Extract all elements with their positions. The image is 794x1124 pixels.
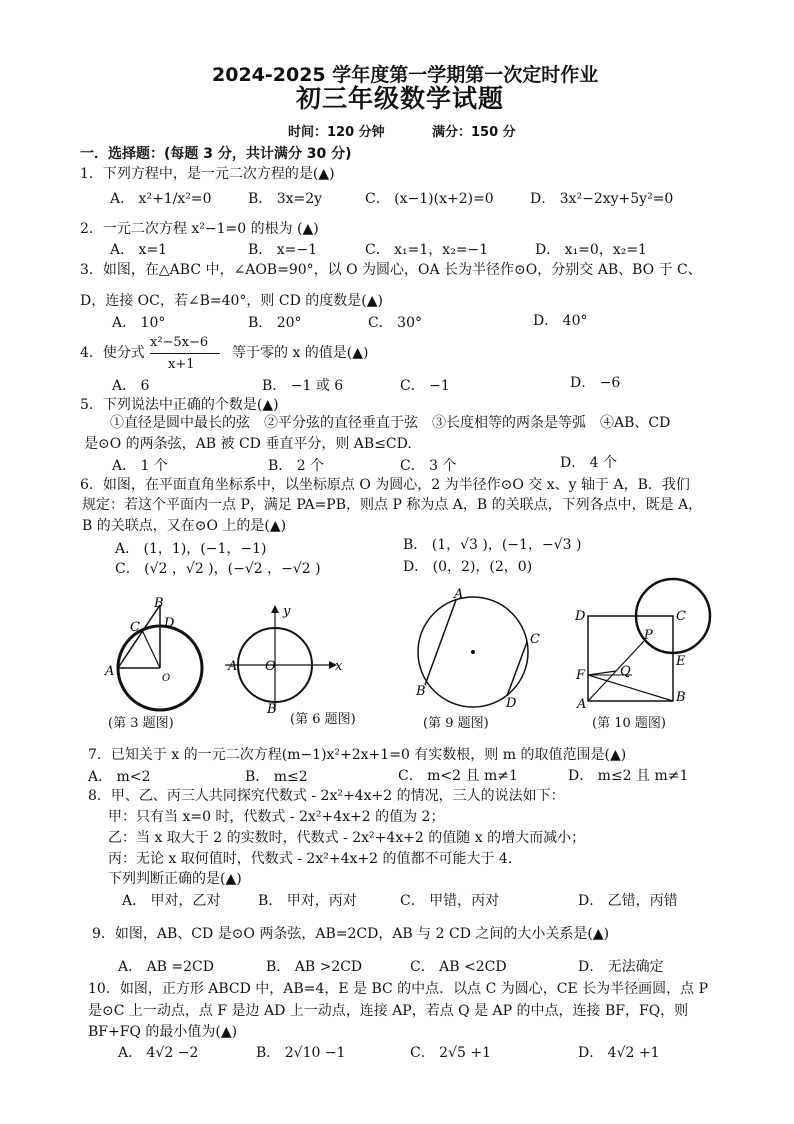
q9-option-a: A． AB =2CD (118, 959, 214, 975)
fig3-label-o: O (162, 673, 171, 684)
section-heading: 一．选择题：(每题 3 分，共计满分 30 分) (80, 146, 352, 162)
q8-option-a: A． 甲对，乙对 (122, 893, 221, 909)
q1-option-d: D． 3x²−2xy+5y²=0 (530, 191, 674, 207)
fig6-y-arrow (271, 605, 279, 613)
q6-option-c: C． (√2 ，√2 )，(−√2 ，−√2 ) (115, 561, 321, 577)
q3-option-a: A． 10° (112, 315, 166, 331)
fig9-center-dot (471, 650, 475, 654)
fig6-label-y: y (283, 604, 291, 619)
q6-option-a: A． (1，1)，(−1，−1) (115, 541, 267, 557)
fig9-label-a: A (454, 587, 464, 602)
q4-option-d: D． −6 (570, 375, 621, 391)
fig9-label-c: C (530, 632, 540, 647)
q6-option-d: D． (0，2)，(2，0) (403, 559, 533, 575)
fig6-label-x: x (335, 659, 343, 674)
q10-stem-1: 10．如图，正方形 ABCD 中，AB=4，E 是 BC 的中点．以点 C 为圆心，CE 长为半径画圆，点 P (88, 981, 709, 997)
q3-stem-1: 3．如图，在△ABC 中，∠AOB=90°，以 O 为圆心，OA 长为半径作⊙O，分别交 AB、BO 于 C、 (80, 262, 702, 278)
q10-stem-3: BF+FQ 的最小值为(▲) (88, 1024, 238, 1040)
fig3-label-a: A (105, 664, 115, 679)
figure-q10 (572, 575, 717, 710)
q6-stem-1: 6．如图，在平面直角坐标系中，以坐标原点 O 为圆心，2 为半径作⊙O 交 x、y 轴于 A，B．我们 (80, 477, 690, 493)
q3-option-c: C． 30° (368, 315, 422, 331)
q6-option-b: B． (1，√3 )，(−1，−√3 ) (403, 537, 582, 553)
q2-stem: 2．一元二次方程 x²−1=0 的根为 (▲) (80, 221, 319, 237)
q4-fraction-bar (150, 353, 220, 354)
q8-option-b: B． 甲对，丙对 (258, 893, 357, 909)
q8-option-d: D． 乙错，丙错 (578, 893, 678, 909)
fig9-chord-cd (507, 642, 527, 696)
q6-stem-2: 规定：若这个平面内一点 P，满足 PA=PB，则点 P 称为点 A，B 的关联点，下列各点中，既是 A， (82, 497, 703, 513)
exam-time: 时间：120 分钟 (288, 125, 385, 140)
fig10-label-f: F (576, 668, 586, 683)
q3-option-d: D． 40° (533, 313, 588, 329)
q5-option-c: C． 3 个 (400, 458, 457, 474)
fig10-label-e: E (676, 654, 686, 669)
figure-q3 (100, 595, 210, 715)
q4-prefix: 4．使分式 (80, 345, 145, 361)
fig3-label-d: D (164, 616, 175, 631)
q4-denominator: x+1 (168, 357, 195, 372)
q8-statement-yi: 乙：当 x 取大于 2 的实数时，代数式 - 2x²+4x+2 的值随 x 的增大而减小； (108, 830, 586, 846)
figure-q9 (410, 585, 550, 710)
q2-option-d: D． x₁=0，x₂=1 (535, 242, 647, 258)
q5-stem: 5．下列说法中正确的个数是(▲) (80, 397, 279, 413)
exam-series-title: 2024-2025 学年度第一学期第一次定时作业 (212, 64, 599, 86)
q2-option-c: C． x₁=1，x₂=−1 (365, 242, 489, 258)
exam-title: 初三年级数学试题 (296, 84, 505, 113)
q7-option-b: B． m≤2 (245, 769, 308, 785)
q5-option-b: B． 2 个 (268, 458, 325, 474)
q7-option-a: A． m<2 (88, 769, 151, 785)
fig10-line-fq (588, 671, 616, 675)
q4-option-c: C． −1 (400, 378, 450, 394)
q9-option-c: C． AB <2CD (410, 959, 507, 975)
q5-option-d: D． 4 个 (560, 455, 618, 471)
fig6-label-a: A (228, 659, 238, 674)
q4-numerator: x²−5x−6 (150, 335, 209, 350)
fig9-caption: (第 9 题图) (423, 716, 489, 731)
q9-option-d: D． 无法确定 (578, 959, 664, 975)
q10-option-b: B． 2√10 −1 (256, 1045, 346, 1061)
q1-option-b: B． 3x=2y (248, 191, 323, 207)
fig9-label-b: B (416, 684, 426, 699)
exam-score: 满分：150 分 (432, 125, 516, 140)
q10-option-a: A． 4√2 −2 (118, 1045, 199, 1061)
q3-stem-2: D，连接 OC，若∠B=40°，则 CD 的度数是(▲) (80, 293, 383, 309)
q1-stem: 1．下列方程中，是一元二次方程的是(▲) (80, 166, 335, 182)
q8-option-c: C． 甲错，丙对 (400, 893, 500, 909)
fig10-label-q: Q (620, 664, 631, 679)
q9-stem: 9．如图，AB、CD 是⊙O 两条弦，AB=2CD，AB 与 2 CD 之间的大小关系是(▲) (92, 926, 610, 942)
fig3-label-b: B (154, 596, 164, 611)
fig6-label-o: O (265, 659, 276, 674)
q4-option-a: A． 6 (112, 378, 150, 394)
q8-question: 下列判断正确的是(▲) (108, 871, 242, 887)
q8-statement-bing: 丙：无论 x 取何值时，代数式 - 2x²+4x+2 的值都不可能大于 4． (108, 851, 522, 867)
q4-option-b: B． −1 或 6 (262, 378, 344, 394)
fig10-label-p: P (644, 628, 653, 643)
q10-option-d: D． 4√2 +1 (578, 1045, 660, 1061)
fig3-label-c: C (130, 620, 140, 635)
q10-option-c: C． 2√5 +1 (410, 1045, 491, 1061)
q3-option-b: B． 20° (248, 315, 302, 331)
fig9-chord-ab (425, 600, 456, 685)
fig6-label-b: B (267, 702, 277, 716)
q8-stem: 8．甲、乙、丙三人共同探究代数式 - 2x²+4x+2 的情况，三人的说法如下： (88, 788, 565, 804)
fig9-label-d: D (506, 696, 517, 710)
q7-option-d: D． m≤2 且 m≠1 (568, 768, 689, 784)
q9-option-b: B． AB >2CD (266, 959, 363, 975)
q1-option-c: C． (x−1)(x+2)=0 (365, 191, 494, 207)
fig10-label-c: C (676, 609, 686, 624)
figure-q6 (225, 598, 350, 716)
q2-option-b: B． x=−1 (248, 242, 318, 258)
fig10-label-d: D (575, 609, 586, 624)
q1-option-a: A． x²+1/x²=0 (110, 191, 212, 207)
fig10-label-a: A (577, 697, 587, 710)
q2-option-a: A． x=1 (110, 242, 168, 258)
fig10-label-b: B (676, 690, 686, 705)
q7-option-c: C． m<2 且 m≠1 (398, 768, 518, 784)
fig3-line-ab (118, 605, 160, 668)
q6-stem-3: B 的关联点，又在⊙O 上的是(▲) (82, 518, 287, 534)
q4-suffix: 等于零的 x 的值是(▲) (232, 345, 369, 361)
fig6-caption: (第 6 题图) (290, 712, 356, 727)
fig3-caption: (第 3 题图) (108, 716, 174, 731)
q7-stem: 7．已知关于 x 的一元二次方程(m−1)x²+2x+1=0 有实数根，则 m 的取值范围是(▲) (88, 747, 627, 763)
fig3-line-oc (142, 630, 160, 668)
q5-option-a: A． 1 个 (112, 458, 168, 474)
q5-statement-2: 是⊙O 的两条弦，AB 被 CD 垂直平分，则 AB≤CD. (84, 436, 412, 452)
q8-statement-jia: 甲：只有当 x=0 时，代数式 - 2x²+4x+2 的值为 2； (108, 809, 445, 825)
q10-stem-2: 是⊙C 上一动点，点 F 是边 AD 上一动点，连接 AP，若点 Q 是 AP 的中点，连接 BF，FQ，则 (88, 1003, 689, 1019)
fig10-caption: (第 10 题图) (592, 716, 666, 731)
q5-statement-1: ①直径是圆中最长的弦 ②平分弦的直径垂直于弦 ③长度相等的两条是等弧 ④AB、CD (110, 415, 671, 431)
